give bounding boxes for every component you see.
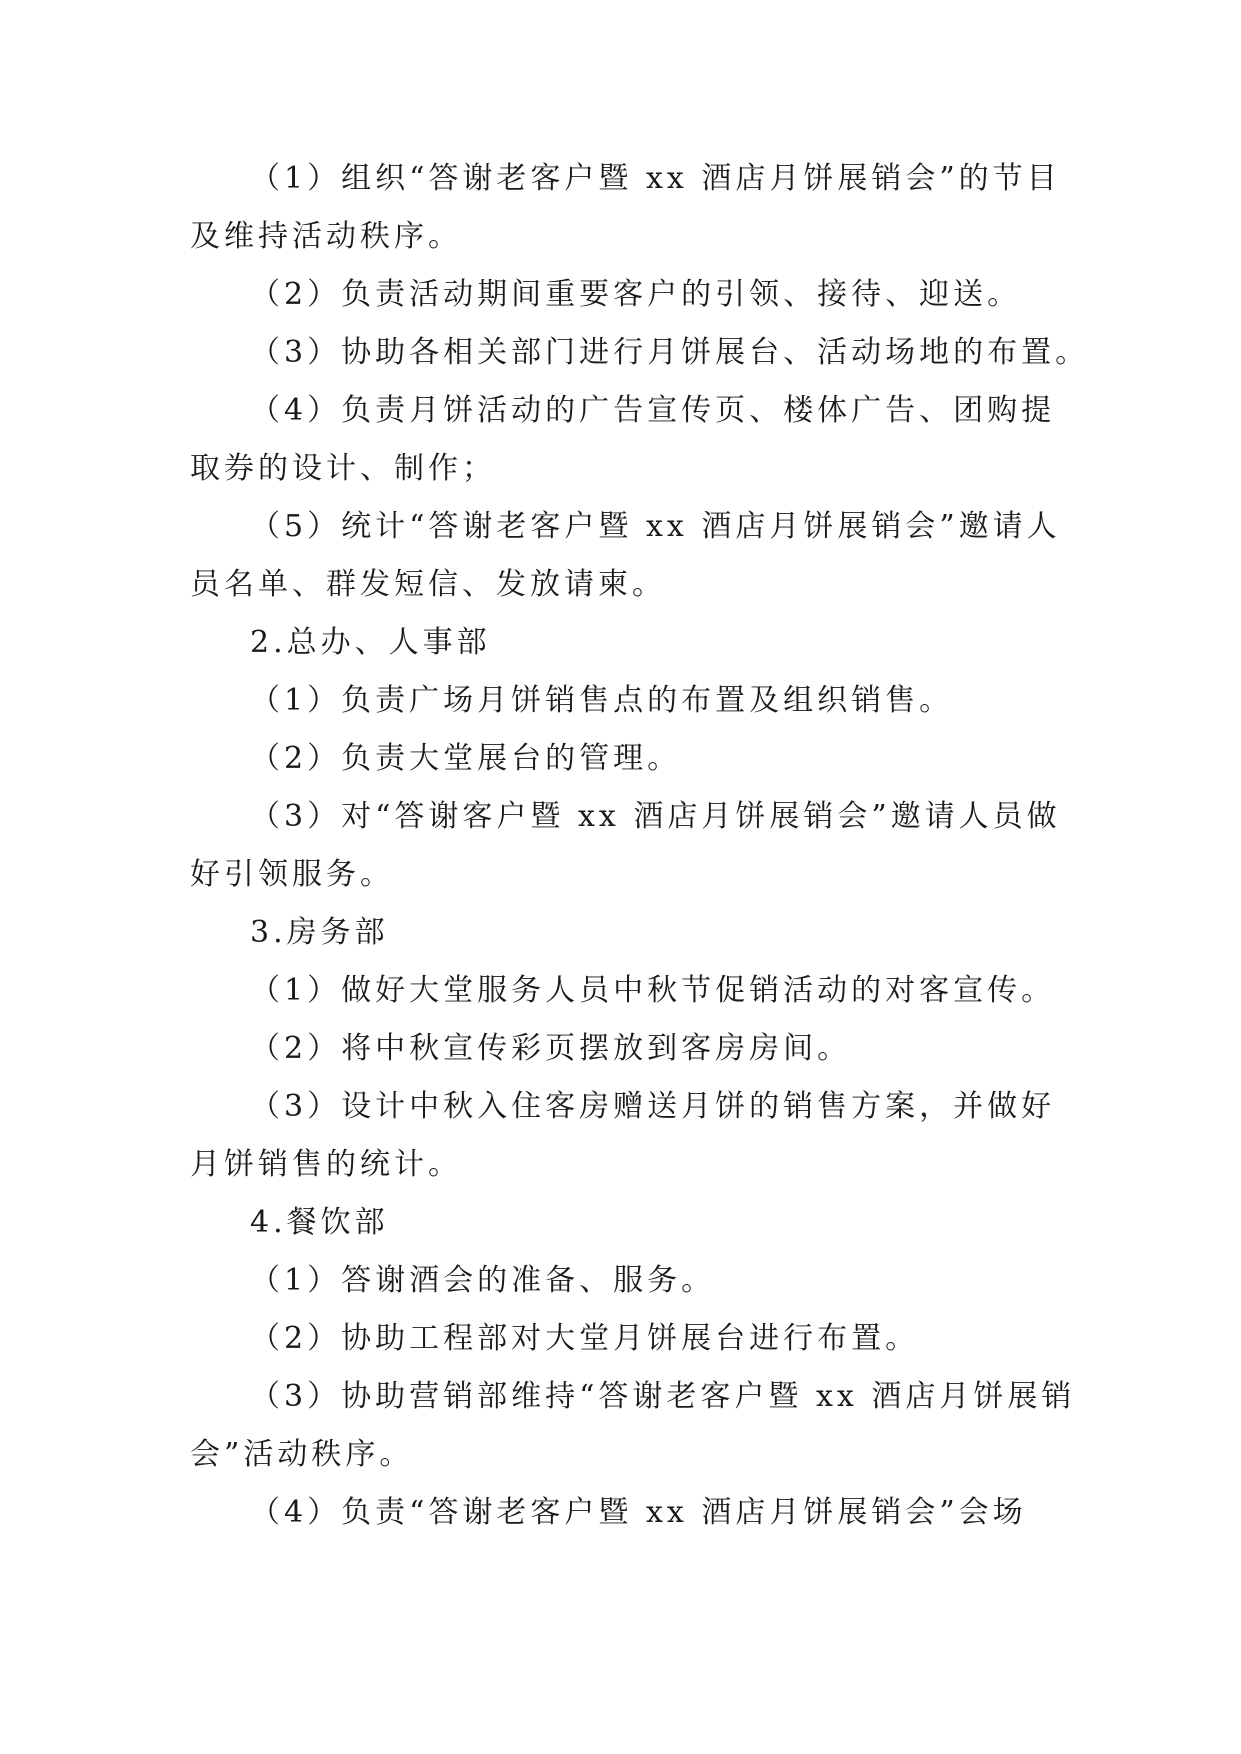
list-item-5-line-2: 员名单、群发短信、发放请柬。 <box>190 567 666 602</box>
list-item-1-line-1: （1）组织“答谢老客户暨 xx 酒店月饼展销会”的节目 <box>250 161 1061 196</box>
list-item-2: （2）负责活动期间重要客户的引领、接待、迎送。 <box>250 277 1022 312</box>
section-3-item-1: （1）做好大堂服务人员中秋节促销活动的对客宣传。 <box>250 973 1056 1008</box>
list-item-4-line-1: （4）负责月饼活动的广告宣传页、楼体广告、团购提 <box>250 393 1056 428</box>
section-2-item-2: （2）负责大堂展台的管理。 <box>250 741 682 776</box>
section-4-item-3-line-2: 会”活动秩序。 <box>190 1437 414 1472</box>
section-heading-4: 4.餐饮部 <box>250 1205 389 1240</box>
section-3-item-3-line-1: （3）设计中秋入住客房赠送月饼的销售方案，并做好 <box>250 1089 1056 1124</box>
section-4-item-1: （1）答谢酒会的准备、服务。 <box>250 1263 716 1298</box>
section-4-item-4: （4）负责“答谢老客户暨 xx 酒店月饼展销会”会场 <box>250 1495 1027 1530</box>
section-3-item-3-line-2: 月饼销售的统计。 <box>190 1147 462 1182</box>
list-item-1-line-2: 及维持活动秩序。 <box>190 219 462 254</box>
section-4-item-2: （2）协助工程部对大堂月饼展台进行布置。 <box>250 1321 920 1356</box>
list-item-4-line-2: 取券的设计、制作； <box>190 451 496 486</box>
section-2-item-3-line-2: 好引领服务。 <box>190 857 394 892</box>
section-heading-3: 3.房务部 <box>250 915 389 950</box>
list-item-3: （3）协助各相关部门进行月饼展台、活动场地的布置。 <box>250 335 1090 370</box>
document-page <box>190 150 1090 1542</box>
section-2-item-3-line-1: （3）对“答谢客户暨 xx 酒店月饼展销会”邀请人员做 <box>250 799 1061 834</box>
section-2-item-1: （1）负责广场月饼销售点的布置及组织销售。 <box>250 683 954 718</box>
list-item-5-line-1: （5）统计“答谢老客户暨 xx 酒店月饼展销会”邀请人 <box>250 509 1061 544</box>
section-heading-2: 2.总办、人事部 <box>250 625 491 660</box>
section-3-item-2: （2）将中秋宣传彩页摆放到客房房间。 <box>250 1031 852 1066</box>
section-4-item-3-line-1: （3）协助营销部维持“答谢老客户暨 xx 酒店月饼展销 <box>250 1379 1076 1414</box>
